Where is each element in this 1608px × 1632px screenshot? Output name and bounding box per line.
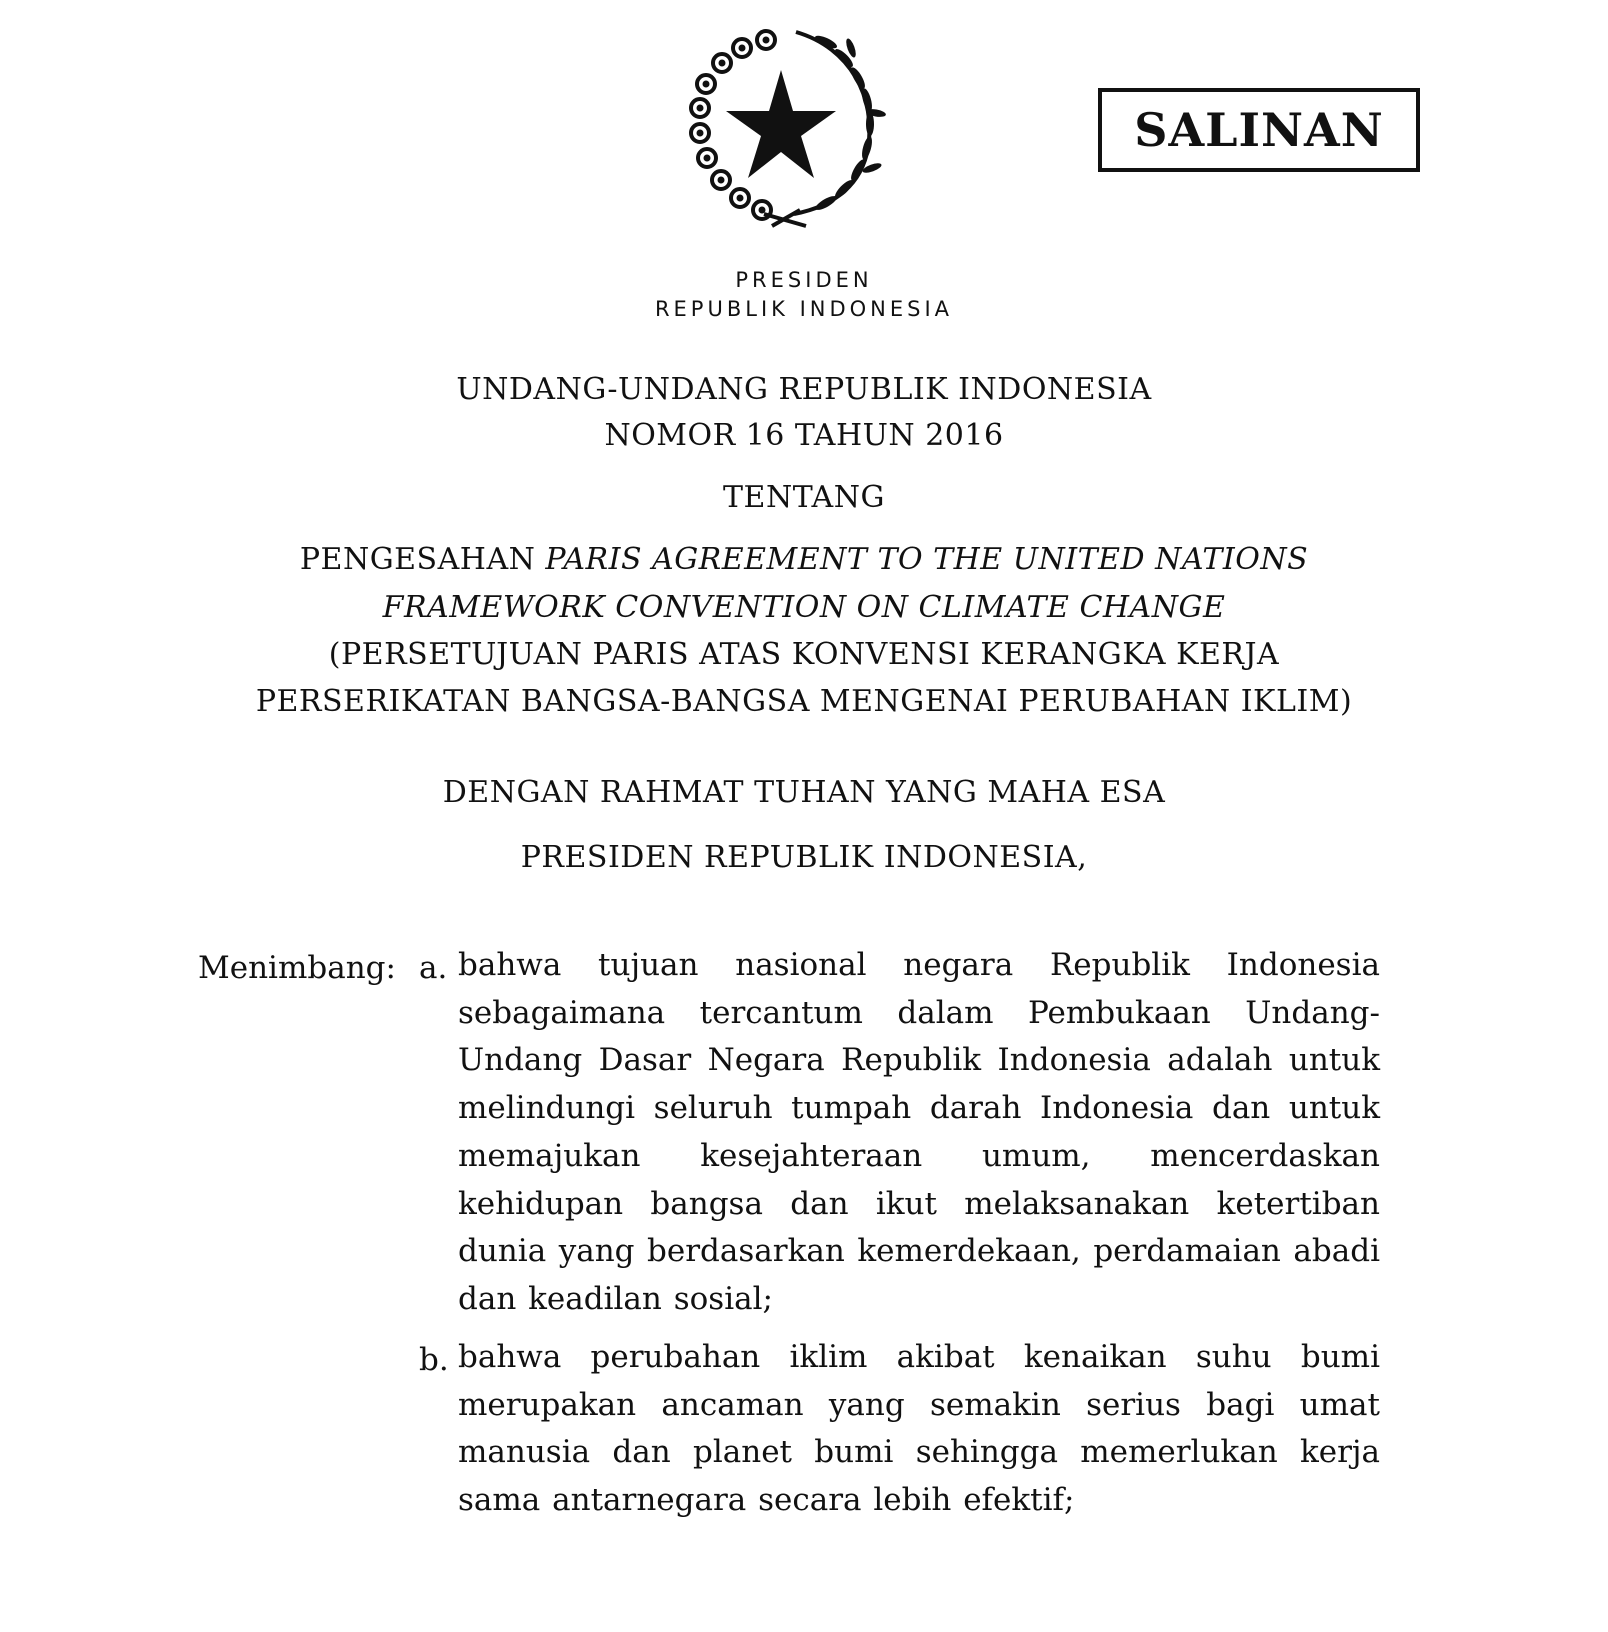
law-subject-prefix: PENGESAHAN [299,542,536,577]
preamble-blessing: DENGAN RAHMAT TUHAN YANG MAHA ESA [442,775,1166,810]
law-type-line: UNDANG-UNDANG REPUBLIK INDONESIA [456,372,1152,407]
considerations-label: Menimbang: [198,950,396,986]
salinan-stamp: SALINAN [1098,88,1420,172]
consideration-text-b: bahwa perubahan iklim akibat kenaikan suhu bumi merupakan ancaman yang semakin serius bagi umat manusia dan planet bumi sehingga memerlukan kerja sama antarnegara secara lebih efektif; [458,1339,1380,1519]
law-subject-line-1 [0,542,1608,577]
law-subject-translation-1: (PERSETUJUAN PARIS ATAS KONVENSI KERANGKA KERJA [328,637,1280,672]
preamble-president: PRESIDEN REPUBLIK INDONESIA, [520,840,1088,875]
consideration-letter-a: a. [419,950,448,986]
consideration-letter-b: b. [419,1342,449,1378]
law-about-line: TENTANG [723,480,885,515]
law-number-line: NOMOR 16 TAHUN 2016 [604,418,1004,453]
issuer-line-1: PRESIDEN [735,268,873,292]
law-subject-translation-2: PERSERIKATAN BANGSA-BANGSA MENGENAI PERUBAHAN IKLIM) [255,684,1353,719]
law-subject-italic-2: FRAMEWORK CONVENTION ON CLIMATE CHANGE [382,590,1226,625]
presidential-emblem-icon [676,18,896,228]
law-subject-line-2 [0,590,1608,625]
law-subject-italic-1: PARIS AGREEMENT TO THE UNITED NATIONS [545,542,1309,577]
consideration-text-a: bahwa tujuan nasional negara Republik Indonesia sebagaimana tercantum dalam Pembukaan Undang-Undang Dasar Negara Republik Indonesia adalah untuk melindungi seluruh tumpah darah Indonesia dan untuk memajukan kesejahteraan umum, mencerdaskan kehidupan bangsa dan ikut melaksanakan ketertiban dunia yang berdasarkan kemerdekaan, perdamaian abadi dan keadilan sosial; [458,947,1380,1317]
issuer-line-2: REPUBLIK INDONESIA [654,297,954,321]
